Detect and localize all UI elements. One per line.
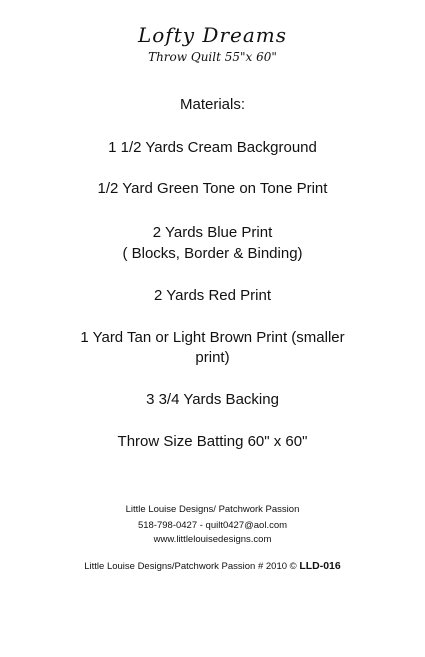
copyright-text: Little Louise Designs/Patchwork Passion # 2010 © xyxy=(84,561,297,572)
pattern-code: LLD-016 xyxy=(299,560,341,572)
materials-heading: Materials: xyxy=(179,96,246,113)
material-item-blue: 2 Yards Blue Print xyxy=(152,224,273,241)
footer-copyright-line xyxy=(0,560,425,573)
material-item-red: 2 Yards Red Print xyxy=(153,287,271,304)
footer-website: www.littlelouisedesigns.com xyxy=(153,534,272,545)
material-item-green: 1/2 Yard Green Tone on Tone Print xyxy=(97,180,328,197)
material-item-tan: 1 Yard Tan or Light Brown Print (smaller xyxy=(80,329,345,346)
material-item-cream: 1 1/2 Yards Cream Background xyxy=(108,139,317,156)
material-item-blue-note: ( Blocks, Border & Binding) xyxy=(122,245,303,262)
pattern-title: Lofty Dreams xyxy=(137,23,287,47)
pattern-subtitle: Throw Quilt 55"x 60" xyxy=(148,50,277,64)
footer-contact: 518-798-0427 - quilt0427@aol.com xyxy=(137,520,288,531)
footer-company: Little Louise Designs/ Patchwork Passion xyxy=(125,504,300,515)
material-item-tan-cont: print) xyxy=(195,349,230,366)
material-item-backing: 3 3/4 Yards Backing xyxy=(146,391,279,408)
material-item-batting: Throw Size Batting 60" x 60" xyxy=(117,433,308,450)
